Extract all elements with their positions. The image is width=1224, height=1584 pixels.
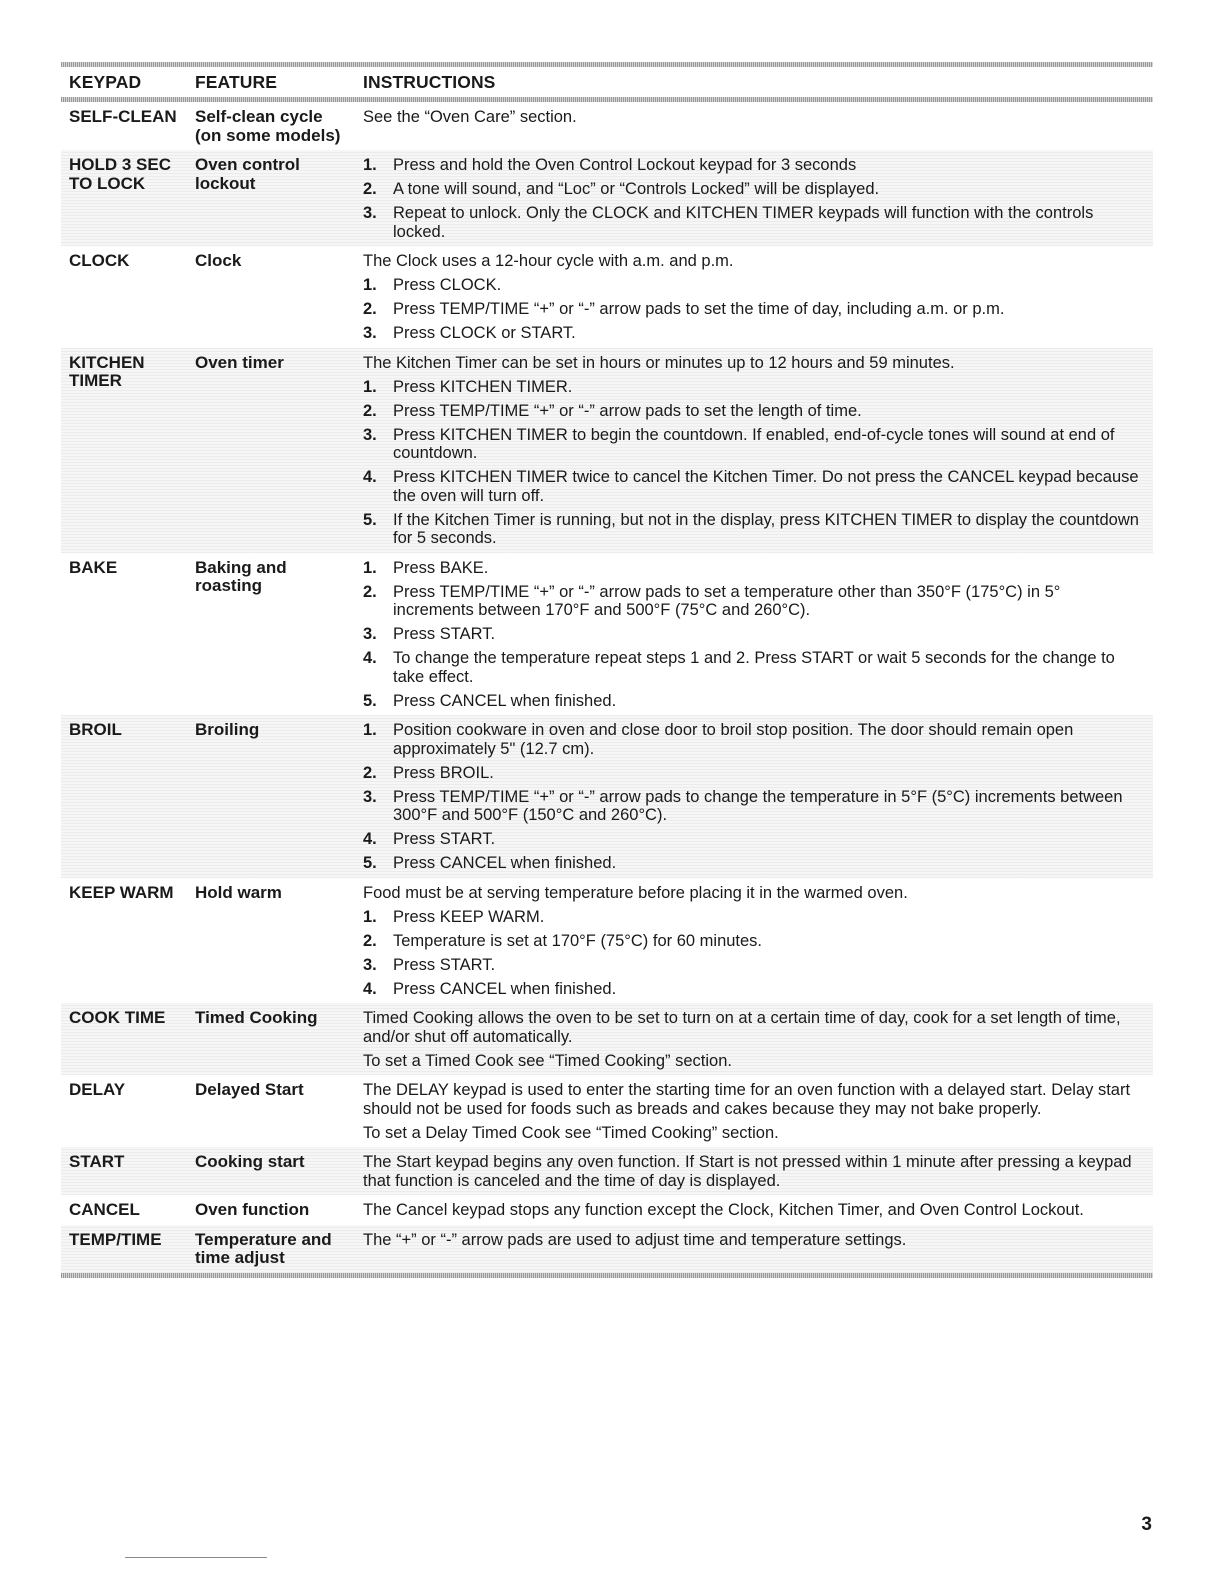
keypad-name: TIMER [69,371,122,390]
feature-name: time adjust [195,1248,285,1267]
instruction-step [363,402,1143,421]
feature-cell [195,884,363,903]
feature-name: lockout [195,173,256,193]
instruction-step [363,980,1143,999]
step-number: 5. [363,854,377,872]
header-keypad: KEYPAD [69,71,142,92]
instruction-step [363,788,1143,825]
header-instructions: INSTRUCTIONS [363,71,496,92]
step-number: 1. [363,156,377,174]
keypad-name: KITCHEN [69,352,145,372]
instructions-cell [363,108,1153,127]
keypad-name: SELF-CLEAN [69,107,177,126]
instruction-step [363,625,1143,644]
feature-cell [195,559,363,596]
step-number: 3. [363,425,377,444]
feature-cell [195,108,363,145]
instruction-step [363,721,1143,758]
keypad-cell [61,252,195,271]
keypad-cell [61,884,195,903]
keypad-feature-table [61,62,1153,1278]
keypad-cell [61,156,195,193]
instruction-step [363,692,1143,711]
keypad-cell [61,1201,195,1220]
table-row [61,1195,1153,1225]
step-text: Press CANCEL when finished. [393,979,617,998]
feature-cell [195,252,363,271]
instruction-step [363,764,1143,783]
step-text: Position cookware in oven and close door to broil stop position. The door should remain open approximately 5" (12.7 cm). [393,721,1074,758]
instructions-cell [363,252,1153,343]
step-text: Press TEMP/TIME “+” or “-” arrow pads to change the temperature in 5°F (5°C) increments between 300°F and 500°F (150°C and 260°C). [393,787,1123,824]
step-number: 3. [363,955,377,974]
keypad-name: TO LOCK [69,173,146,193]
instruction-step [363,559,1143,578]
step-number: 2. [363,180,377,198]
table-body [61,102,1153,1273]
instructions-cell [363,1153,1153,1190]
instruction-step [363,583,1143,620]
feature-name: Temperature and [195,1229,332,1249]
keypad-cell [61,721,195,740]
keypad-name: BAKE [69,557,118,577]
instruction-step [363,468,1143,505]
step-number: 3. [363,204,377,222]
instruction-step [363,300,1143,319]
step-number: 2. [363,931,377,950]
instruction-step [363,511,1143,548]
instructions-cell [363,1081,1153,1142]
instructions-cell [363,721,1153,873]
step-text: Press KITCHEN TIMER. [393,377,573,396]
feature-cell [195,1201,363,1220]
table-row [61,102,1153,150]
step-text: Press TEMP/TIME “+” or “-” arrow pads to set a temperature other than 350°F (175°C) in 5° increments between 170°F and 500°F (75°C and 260°C). [393,582,1061,619]
step-text: To change the temperature repeat steps 1 and 2. Press START or wait 5 seconds for the change to take effect. [393,649,1115,686]
step-text: Press BROIL. [393,763,494,782]
instruction-text: To set a Delay Timed Cook see “Timed Cooking” section. [363,1123,779,1142]
step-text: A tone will sound, and “Loc” or “Controls Locked” will be displayed. [393,180,880,198]
keypad-name: COOK TIME [69,1008,166,1027]
instruction-step [363,156,1143,175]
feature-cell [195,156,363,193]
step-number: 1. [363,276,377,294]
instructions-cell [363,1009,1153,1070]
instruction-step [363,276,1143,295]
feature-name: (on some models) [195,125,341,145]
instruction-step [363,830,1143,849]
keypad-cell [61,108,195,127]
keypad-name: BROIL [69,720,122,739]
keypad-name: DELAY [69,1080,126,1099]
table-row [61,1225,1153,1273]
step-number: 3. [363,625,377,643]
table-row [61,878,1153,1004]
table-row [61,1147,1153,1195]
instructions-cell [363,559,1153,711]
step-number: 4. [363,979,377,998]
keypad-cell [61,559,195,578]
instructions-cell [363,1231,1153,1250]
instruction-step [363,180,1143,199]
feature-cell [195,1231,363,1268]
instruction-step [363,324,1143,343]
step-text: Press CLOCK. [393,276,502,294]
step-number: 1. [363,558,377,577]
feature-cell [195,354,363,373]
instruction-text: The “+” or “-” arrow pads are used to adjust time and temperature settings. [363,1230,907,1249]
step-text: Press KITCHEN TIMER to begin the countdown. If enabled, end-of-cycle tones will sound at end of countdown. [393,425,1115,462]
step-number: 2. [363,300,377,318]
instruction-text: To set a Timed Cook see “Timed Cooking” section. [363,1051,732,1070]
feature-name: Baking and [195,557,287,577]
page-number: 3 [1141,1514,1152,1535]
step-number: 2. [363,763,377,782]
step-text: Press START. [393,830,496,848]
step-number: 3. [363,787,377,806]
instructions-cell [363,156,1153,241]
feature-name: Oven function [195,1200,310,1219]
instruction-text: The Clock uses a 12-hour cycle with a.m. and p.m. [363,252,734,270]
feature-name: Hold warm [195,882,282,902]
step-number: 5. [363,510,377,529]
instruction-step [363,908,1143,927]
step-number: 4. [363,649,377,667]
table-header [61,67,1153,97]
table-row [61,348,1153,553]
feature-name: Cooking start [195,1152,305,1171]
instruction-step [363,956,1143,975]
keypad-cell [61,354,195,391]
feature-name: Oven timer [195,352,284,372]
keypad-cell [61,1081,195,1100]
instruction-text: Timed Cooking allows the oven to be set to turn on at a certain time of day, cook for a set length of time, and/or shut off automatically. [363,1009,1121,1046]
instruction-text: The DELAY keypad is used to enter the starting time for an oven function with a delayed start. Delay start should not be used for foods such as breads and cakes because they may not bake properly. [363,1081,1131,1118]
instruction-step [363,649,1143,686]
step-number: 4. [363,468,377,486]
table-row [61,150,1153,246]
step-text: Press BAKE. [393,558,489,577]
step-text: Press CLOCK or START. [393,324,576,342]
instructions-cell [363,1201,1153,1220]
footer-link-underline [125,1557,267,1558]
step-text: Repeat to unlock. Only the CLOCK and KITCHEN TIMER keypads will function with the controls locked. [393,204,1094,241]
table-row [61,1075,1153,1147]
feature-name: Clock [195,251,242,270]
feature-name: Self-clean cycle [195,107,323,126]
step-text: Press TEMP/TIME “+” or “-” arrow pads to set the length of time. [393,401,862,420]
instructions-cell [363,884,1153,999]
instruction-step [363,932,1143,951]
keypad-cell [61,1009,195,1028]
table-row [61,1003,1153,1075]
header-feature: FEATURE [195,71,278,92]
instruction-text: The Cancel keypad stops any function except the Clock, Kitchen Timer, and Oven Control Lockout. [363,1201,1084,1219]
feature-name: Broiling [195,720,260,739]
step-number: 1. [363,377,377,396]
instruction-text: Food must be at serving temperature before placing it in the warmed oven. [363,883,908,902]
feature-name: Delayed Start [195,1080,304,1099]
step-number: 4. [363,830,377,848]
step-text: Press CANCEL when finished. [393,854,617,872]
bottom-rule [61,1273,1153,1278]
keypad-name: CLOCK [69,251,130,270]
instruction-step [363,854,1143,873]
feature-cell [195,721,363,740]
step-number: 5. [363,691,377,710]
feature-name: Oven control [195,155,300,174]
step-text: Press and hold the Oven Control Lockout keypad for 3 seconds [393,156,857,174]
keypad-name: CANCEL [69,1200,140,1219]
keypad-cell [61,1231,195,1250]
feature-name: roasting [195,576,263,595]
keypad-name: HOLD 3 SEC [69,155,172,174]
step-text: Press START. [393,955,496,974]
keypad-name: START [69,1152,125,1171]
table-row [61,715,1153,878]
step-text: If the Kitchen Timer is running, but not in the display, press KITCHEN TIMER to display the countdown for 5 seconds. [393,510,1139,547]
step-number: 1. [363,721,377,739]
step-text: Press START. [393,625,496,643]
table-row [61,246,1153,348]
instruction-text: The Start keypad begins any oven function. If Start is not pressed within 1 minute after pressing a keypad that function is canceled and the time of day is displayed. [363,1153,1132,1190]
instructions-cell [363,354,1153,548]
feature-cell [195,1081,363,1100]
step-text: Temperature is set at 170°F (75°C) for 60 minutes. [393,931,763,950]
instruction-text: See the “Oven Care” section. [363,108,577,126]
step-text: Press KITCHEN TIMER twice to cancel the Kitchen Timer. Do not press the CANCEL keypad because the oven will turn off. [393,468,1139,505]
step-text: Press KEEP WARM. [393,907,545,926]
instruction-step [363,204,1143,241]
step-text: Press CANCEL when finished. [393,691,617,710]
feature-cell [195,1153,363,1172]
table-row [61,553,1153,716]
keypad-cell [61,1153,195,1172]
step-number: 2. [363,401,377,420]
step-number: 2. [363,582,377,601]
step-number: 3. [363,324,377,342]
keypad-name: KEEP WARM [69,882,174,902]
step-text: Press TEMP/TIME “+” or “-” arrow pads to set the time of day, including a.m. or p.m. [393,300,1005,318]
step-number: 1. [363,907,377,926]
instruction-step [363,426,1143,463]
instruction-step [363,378,1143,397]
feature-name: Timed Cooking [195,1008,318,1027]
feature-cell [195,1009,363,1028]
keypad-name: TEMP/TIME [69,1229,162,1249]
instruction-text: The Kitchen Timer can be set in hours or minutes up to 12 hours and 59 minutes. [363,353,955,372]
